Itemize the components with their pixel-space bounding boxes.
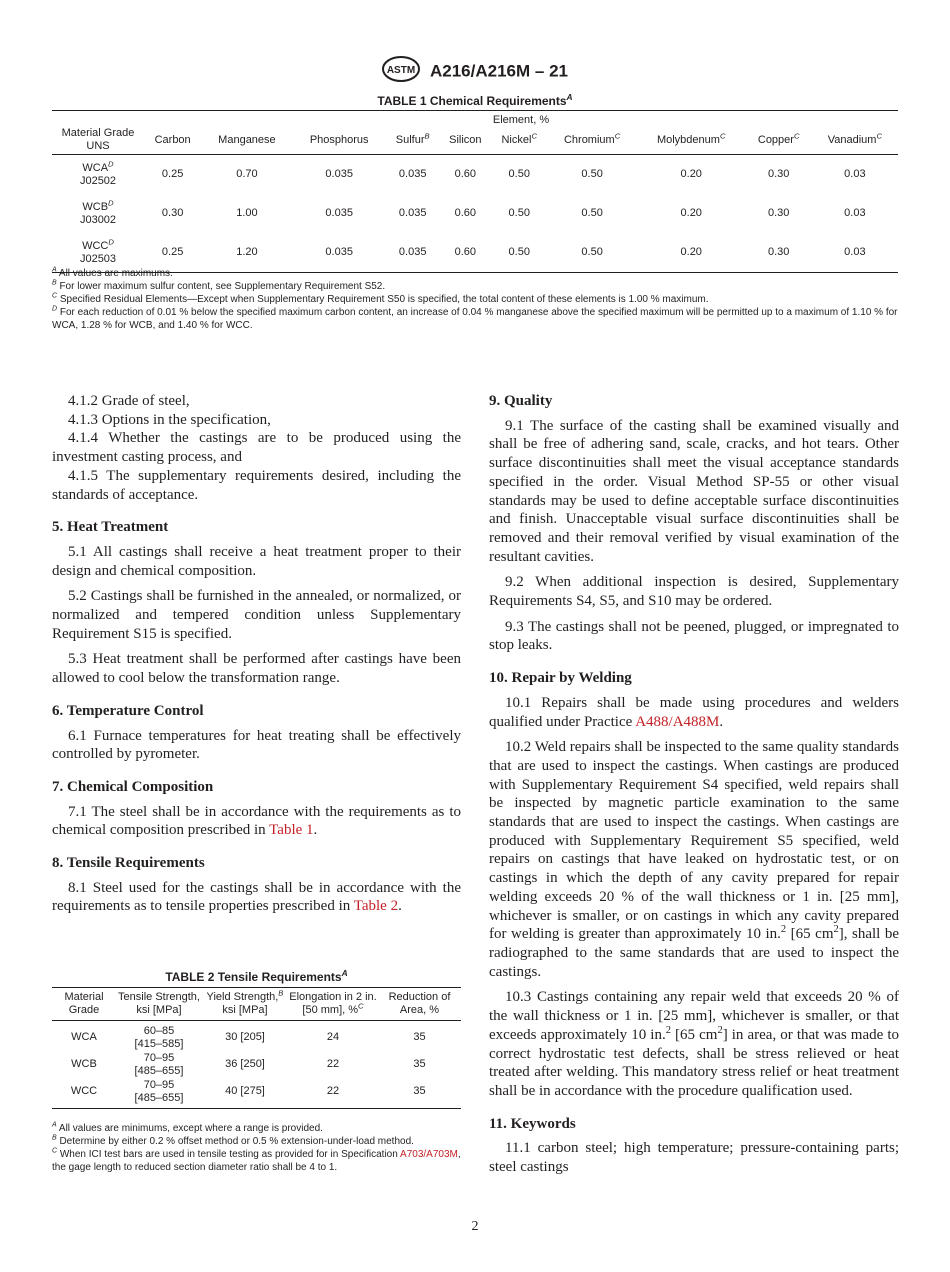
a488-link[interactable]: A488/A488M xyxy=(635,713,720,730)
t2-reduction-cell: 35 xyxy=(378,1078,461,1109)
t1-header-sulfur: Sulfur$^B$ xyxy=(386,127,440,155)
t2-row xyxy=(52,1021,461,1052)
t1-value-cell: 0.50 xyxy=(508,207,530,219)
t2-grade-cell: WCC xyxy=(52,1078,116,1109)
section-6-heading: 6. Temperature Control xyxy=(52,702,204,719)
t2-footnote-c: $^C$ When ICI test bars are used in tensile testing as provided for in Specification A703/A703M, the gage length to reduced section diameter ratio shall be 4 to 1. xyxy=(52,1147,461,1173)
para-4-1-4: 4.1.4 Whether the castings are to be produced using the investment casting process, and xyxy=(52,430,461,466)
para-6-1: 6.1 Furnace temperatures for heat treating shall be effectively controlled by pyrometer. xyxy=(52,727,461,763)
table1-caption: TABLE 1 Chemical Requirements$^A$ xyxy=(377,92,573,108)
t1-value-cell: 0.035 xyxy=(398,207,427,219)
t1-grade-cell: $WCC^D$ J02503 xyxy=(52,233,144,273)
t2-header-grade: Material Grade xyxy=(52,988,116,1021)
t1-value-cell: 0.50 xyxy=(547,233,636,273)
table2-caption: TABLE 2 Tensile Requirements$^A$ xyxy=(165,968,348,984)
t2-tensile-cell: 60–85 [415–585] xyxy=(134,1025,184,1050)
table2-link[interactable]: Table 2 xyxy=(353,898,399,915)
para-10-2: 10.2 Weld repairs shall be inspected to the same quality standards that are used to inspect the castings. When castings are produced with Supplementary Requirement S4 specified, weld repairs shall be inspected by magnetic particle examination to the same standards that are used to inspect the castings. When castings are produced with Supplementary Requirement S5 specified, weld repairs on castings that have leaked on hydrostatic test, or on castings in which the depth of any cavity prepared for repair welding exceeds 20 % of the wall thickness or 1 in. [25 mm], whichever is smaller, or on castings in which any cavity prepared for welding is greater than approximately 10 in.$^2$ [65 $cm^2$], shall be radiographed to the same standards that are used to inspect the castings. xyxy=(489,739,900,980)
t1-value-cell: 1.00 xyxy=(236,207,258,219)
t1-value-cell: 0.20 xyxy=(680,168,702,180)
t1-value-cell: 0.035 xyxy=(325,168,353,180)
t1-header-manganese: Manganese xyxy=(201,127,292,155)
section-10-heading: 10. Repair by Welding xyxy=(489,670,632,687)
t1-header-material: Material Grade UNS xyxy=(52,127,144,155)
left-column xyxy=(52,392,461,923)
t2-reduction-cell: 35 xyxy=(413,1031,426,1044)
para-10-1: 10.1 Repairs shall be made using procedures and welders qualified under Practice A488/A488M. xyxy=(489,694,899,730)
t1-header-vanadium: Vanadium$^C$ xyxy=(812,127,898,155)
para-4-1-3: 4.1.3 Options in the specification, xyxy=(68,411,271,428)
table2-footnotes xyxy=(52,1122,464,1174)
t1-value-cell: 0.25 xyxy=(161,168,184,180)
t1-value-cell: 0.20 xyxy=(637,233,746,273)
t2-grade-cell: WCB xyxy=(71,1058,97,1071)
para-11-1: 11.1 carbon steel; high temperature; pressure-containing parts; steel castings xyxy=(489,1140,899,1176)
t2-header-tensile: Tensile Strength, ksi [MPa] xyxy=(116,988,202,1021)
table1-footnotes xyxy=(52,267,900,332)
t1-value-cell: 0.50 xyxy=(508,168,530,180)
section-5-heading: 5. Heat Treatment xyxy=(52,519,169,536)
t2-reduction-cell: 35 xyxy=(413,1058,426,1071)
t1-header-nickel: Nickel$^C$ xyxy=(491,127,547,155)
t2-yield-cell: 30 [205] xyxy=(225,1031,265,1044)
table1-link[interactable]: Table 1 xyxy=(269,822,314,839)
t1-header-phosphorus: Phosphorus xyxy=(293,127,386,155)
t1-value-cell: 0.25 xyxy=(144,233,201,273)
t1-value-cell: 0.30 xyxy=(746,233,812,273)
t1-value-cell: 0.035 xyxy=(398,168,427,180)
t1-value-cell: 0.03 xyxy=(844,207,866,219)
t1-grade-cell: $WCA^D$ J02502 xyxy=(79,158,117,187)
section-11-heading: 11. Keywords xyxy=(489,1115,576,1132)
t1-header-carbon: Carbon xyxy=(144,127,201,155)
t1-value-cell: 1.20 xyxy=(201,233,292,273)
document-id: A216/A216M – 21 xyxy=(430,61,568,81)
para-9-2: 9.2 When additional inspection is desired, Supplementary Requirements S4, S5, and S10 may be ordered. xyxy=(489,574,899,610)
t1-header-copper: Copper$^C$ xyxy=(746,127,812,155)
right-column xyxy=(489,392,899,1184)
t2-footnote-a: $^A$ All values are minimums, except where a range is provided. xyxy=(52,1121,323,1134)
t1-value-cell: 0.20 xyxy=(680,207,702,219)
t2-header-yield: Yield Strength,$^B$ ksi [MPa] xyxy=(202,988,288,1021)
page-number: 2 xyxy=(471,1219,479,1234)
t1-footnote: $^D$ For each reduction of 0.01 % below the specified maximum carbon content, an increase of 0.04 % manganese above the specified maximum will be permitted up to a maximum of 1.10 % for WCA, 1.28 % for WCB, and 1.40 % for WCC. xyxy=(52,305,898,331)
element-group-header: Element, % xyxy=(144,111,898,128)
para-5-1: 5.1 All castings shall receive a heat treatment proper to their design and chemical composition. xyxy=(52,543,461,579)
t1-value-cell: 0.70 xyxy=(236,168,258,180)
t1-value-cell: 0.60 xyxy=(454,207,477,219)
page-header xyxy=(0,56,950,87)
t1-header-molybdenum: Molybdenum$^C$ xyxy=(637,127,746,155)
t1-value-cell: 0.03 xyxy=(844,168,866,180)
t1-value-cell: 0.30 xyxy=(767,207,790,219)
table1-chemical-requirements xyxy=(52,110,898,273)
t1-value-cell: 0.50 xyxy=(491,233,547,273)
para-9-3: 9.3 The castings shall not be peened, plugged, or impregnated to stop leaks. xyxy=(489,618,899,654)
t1-footnote: $^B$ For lower maximum sulfur content, see Supplementary Requirement S52. xyxy=(52,279,386,292)
para-4-1-5: 4.1.5 The supplementary requirements desired, including the standards of acceptance. xyxy=(52,467,461,503)
t1-footnote: $^C$ Specified Residual Elements—Except when Supplementary Requirement S50 is specified, the total content of these elements is 1.00 % maximum. xyxy=(52,292,709,305)
table2-tensile-requirements xyxy=(52,987,461,1109)
t2-elongation-cell: 22 xyxy=(326,1058,340,1071)
t2-yield-cell: 40 [275] xyxy=(202,1078,288,1109)
t1-value-cell: 0.30 xyxy=(767,168,790,180)
para-9-1: 9.1 The surface of the casting shall be examined visually and shall be free of adhering sand, scale, cracks, and hot tears. Other surface discontinuities shall meet the visual acceptance standards specified in the order. Visual Method SP-55 or other visual standards may be used to define acceptable surface discontinuities and finish. Unacceptable visual surface discontinuities shall be removed and their removal verified by visual examination of the resultant cavities. xyxy=(489,417,899,565)
section-8-heading: 8. Tensile Requirements xyxy=(52,855,205,872)
t2-elongation-cell: 24 xyxy=(326,1031,340,1044)
t1-value-cell: 0.03 xyxy=(812,233,898,273)
t1-value-cell: 0.50 xyxy=(581,168,603,180)
t2-row xyxy=(52,1078,461,1109)
para-8-1: 8.1 Steel used for the castings shall be in accordance with the requirements as to tensile properties prescribed in Table 2. xyxy=(52,879,461,915)
para-10-3: 10.3 Castings containing any repair weld that exceeds 20 % of the wall thickness or 1 in. [25 mm], whichever is smaller, or that exceeds approximately 10 in.$^2$ [65 $cm^2$] in area, or that was made to correct hydrostatic test defects, shall be stress relieved or heat treated after welding. This mandatory stress relief or heat treatment shall be in accordance with the procedure qualification used. xyxy=(489,989,899,1099)
t1-header-silicon: Silicon xyxy=(440,127,491,155)
t1-grade-cell: $WCB^D$ J03002 xyxy=(79,197,117,226)
t2-header-elongation: Elongation in 2 in. [50 mm], %$^C$ xyxy=(288,988,378,1021)
t2-elongation-cell: 22 xyxy=(288,1078,378,1109)
section-9-heading: 9. Quality xyxy=(489,393,553,409)
para-4-1-2: 4.1.2 Grade of steel, xyxy=(68,393,190,409)
t2-header-reduction: Reduction of Area, % xyxy=(378,988,461,1021)
t1-footnote: $^A$ All values are maximums. xyxy=(52,266,173,279)
t1-row xyxy=(52,155,898,195)
t1-header-chromium: Chromium$^C$ xyxy=(547,127,636,155)
astm-logo-icon xyxy=(382,56,420,87)
t2-yield-cell: 36 [250] xyxy=(225,1058,265,1071)
t2-tensile-cell: 70–95 [485–655] xyxy=(134,1052,184,1077)
t2-row xyxy=(52,1051,461,1078)
t1-value-cell: 0.60 xyxy=(440,233,491,273)
t1-value-cell: 0.30 xyxy=(161,207,184,219)
t1-value-cell: 0.50 xyxy=(581,207,603,219)
para-5-2: 5.2 Castings shall be furnished in the annealed, or normalized, or normalized and tempered condition unless Supplementary Requirement S15 is specified. xyxy=(52,588,461,642)
section-7-heading: 7. Chemical Composition xyxy=(52,778,214,795)
t1-value-cell: 0.035 xyxy=(325,207,353,219)
svg-text:ASTM: ASTM xyxy=(386,65,416,76)
t2-tensile-cell: 70–95 [485–655] xyxy=(116,1078,202,1109)
t1-value-cell: 0.035 xyxy=(293,233,386,273)
t2-grade-cell: WCA xyxy=(71,1031,97,1044)
t1-value-cell: 0.60 xyxy=(454,168,477,180)
para-7-1: 7.1 The steel shall be in accordance with the requirements as to chemical composition prescribed in Table 1. xyxy=(52,803,461,839)
t2-footnote-b: $^B$ Determine by either 0.2 % offset method or 0.5 % extension-under-load method. xyxy=(52,1134,414,1147)
t1-value-cell: 0.035 xyxy=(386,233,440,273)
t1-row xyxy=(52,194,898,233)
para-5-3: 5.3 Heat treatment shall be performed after castings have been allowed to cool below the transformation range. xyxy=(52,651,461,687)
a703-link[interactable]: A703/A703M xyxy=(400,1149,458,1160)
